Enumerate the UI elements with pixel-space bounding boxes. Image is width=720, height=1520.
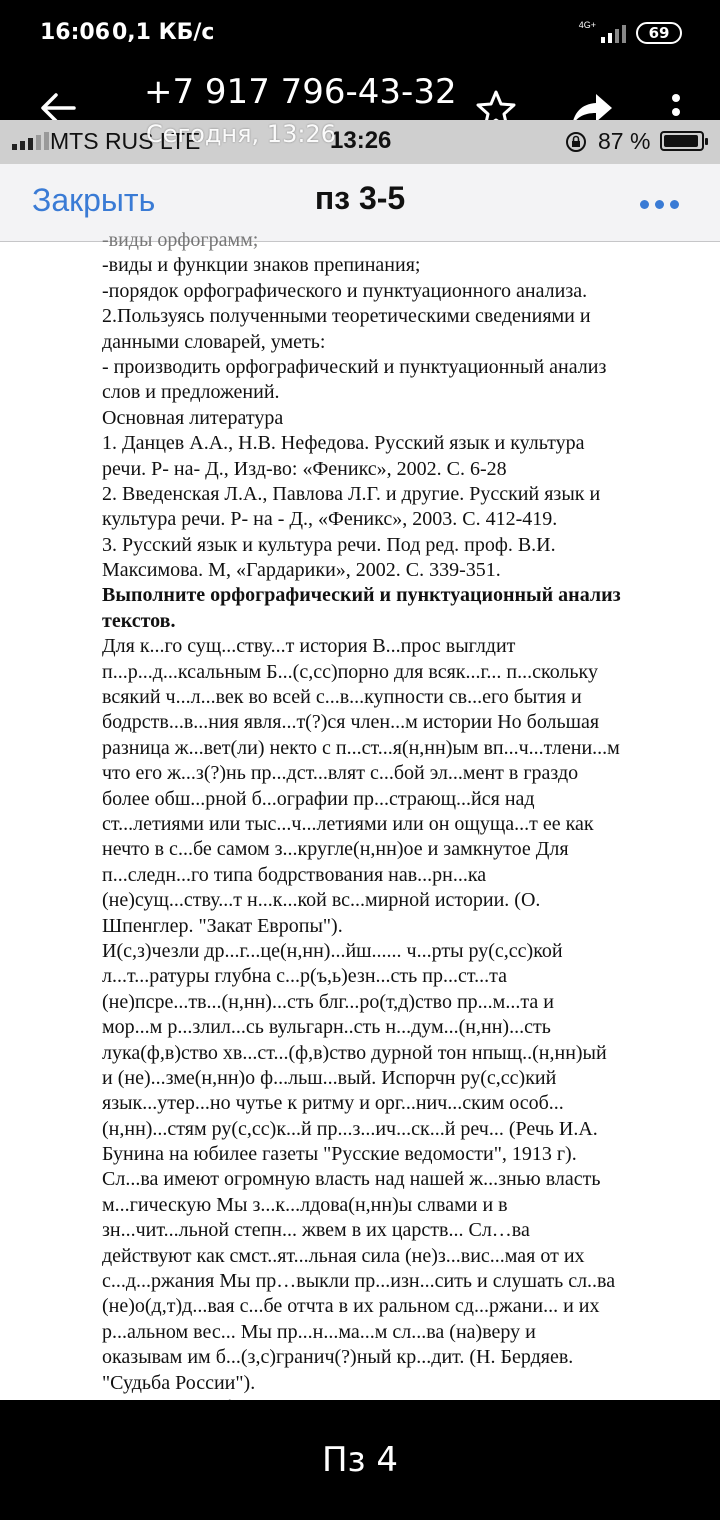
viewer-toolbar bbox=[0, 70, 720, 125]
document-line: Сл...ва имеют огромную власть над нашей ж...знью власть bbox=[102, 1168, 601, 1191]
document-body bbox=[102, 228, 702, 1421]
document-line: мор...м р...злил...сь вульгарн..сть н...дум...(н,нн)...сть bbox=[102, 1016, 551, 1039]
document-line: культура речи. Р- на - Д., «Феникс», 2003. С. 412-419. bbox=[102, 508, 558, 531]
rotation-lock-icon bbox=[564, 130, 588, 154]
document-line: Шпенглер. "Закат Европы"). bbox=[102, 914, 343, 937]
document-line: ст...летиями или тыс...ч...летиями или он ощуща...т ее как bbox=[102, 813, 594, 835]
document-line: -виды и функции знаков препинания; bbox=[102, 254, 421, 277]
photo-status-bar bbox=[0, 120, 720, 164]
document-line: И(с,з)чезли др...г...це(н,нн)...йш...... ч...рты ру(с,сс)кой bbox=[102, 939, 563, 962]
document-line: оказывам им б...(з,с)гранич(?)ный кр...дит. (Н. Бердяев. bbox=[102, 1346, 574, 1369]
document-line: с...д...ржания Мы пр…выкли пр...изн...сить и слушать сл..ва bbox=[102, 1270, 616, 1293]
document-title bbox=[0, 180, 720, 217]
document-line: и (не)...зме(н,нн)о ф...льш...вый. Испорчн ру(с,сс)кий bbox=[102, 1066, 557, 1089]
document-line: "Судьба России"). bbox=[102, 1371, 256, 1394]
photo-signal-icon bbox=[12, 132, 49, 150]
caption-bar bbox=[0, 1400, 720, 1520]
document-line: (н,нн)...стям ру(с,сс)к...й пр...з...ич...ск...й реч... (Речь И.А. bbox=[102, 1117, 598, 1140]
document-line: Основная литература bbox=[102, 406, 284, 429]
document-line: Максимова. М, «Гардарики», 2002. С. 339-351. bbox=[102, 559, 501, 582]
document-line: -виды орфограмм; bbox=[102, 229, 259, 252]
document-line: всякий ч...л...век во всей с...в...купности св...его бытия и bbox=[102, 686, 582, 709]
document-line: текстов. bbox=[102, 609, 176, 632]
document-line: речи. Р- на- Д., Изд-во: «Феникс», 2002. С. 6-28 bbox=[102, 457, 507, 480]
document-line: разница ж...вет(ли) некто с п...ст...я(н,нн)ым вп...ч...тлени...м bbox=[102, 736, 620, 759]
document-line: действуют как смст..ят...льная сила (не)з...вис...мая от их bbox=[102, 1244, 585, 1267]
message-date: Сегодня, 13:26 bbox=[146, 120, 336, 148]
document-line: -порядок орфографического и пунктуационного анализа. bbox=[102, 279, 588, 302]
photo-battery-icon bbox=[660, 131, 704, 151]
document-line: Для к...го сущ...ству...т история В...прос выглдит bbox=[102, 635, 516, 658]
document-line: что его ж...з(?)нь пр...дст...влят с...бой эл...мент в граздо bbox=[102, 762, 579, 785]
document-line: бодрств...в...ния явля...т(?)ся член...м истории Но большая bbox=[102, 711, 600, 734]
more-horizontal-icon[interactable] bbox=[640, 200, 679, 209]
document-line: м...гическую Мы з...к...лдова(н,нн)ы слвами и в bbox=[102, 1193, 508, 1216]
document-line: более обш...рной б...ографии пр...страющ...йся над bbox=[102, 787, 535, 810]
status-bar bbox=[0, 0, 720, 70]
document-line: 2.Пользуясь полученными теоретическими сведениями и bbox=[102, 305, 591, 328]
photo-caption: Пз 4 bbox=[321, 1440, 399, 1480]
document-title-text: пз 3-5 bbox=[314, 180, 406, 216]
sender-phone: +7 917 796-43-32 bbox=[144, 72, 457, 112]
status-indicators bbox=[578, 20, 682, 44]
photo-battery-percent: 87 % bbox=[598, 128, 651, 154]
document-line: 3. Русский язык и культура речи. Под ред. проф. В.И. bbox=[102, 533, 556, 556]
document-line: Выполните орфографический и пунктуационный анализ bbox=[102, 584, 621, 607]
signal-icon bbox=[601, 23, 626, 43]
document-line: - производить орфографический и пунктуационный анализ bbox=[102, 355, 607, 378]
document-line: зн...чит...льной степн... жвем в их царств... Сл…ва bbox=[102, 1219, 530, 1242]
document-line: п...р...д...ксальным Б...(с,сс)порно для всяк...г... п...скольку bbox=[102, 660, 598, 683]
document-line: л...т...ратуры глубна с...р(ъ,ь)езн...сть пр...ст...та bbox=[102, 965, 507, 988]
document-line: Бунина на юбилее газеты "Русские ведомости", 1913 г). bbox=[102, 1143, 577, 1166]
status-time: 16:06 bbox=[40, 20, 111, 45]
document-line: р...альном вес... Мы пр...н...ма...м сл...ва (на)веру и bbox=[102, 1320, 536, 1343]
attached-photo[interactable] bbox=[0, 120, 720, 1400]
document-line: (не)сущ...ству...т н...к...кой вс...мирной истории. (О. bbox=[102, 889, 541, 912]
close-button[interactable]: Закрыть bbox=[32, 182, 156, 218]
document-line: п...следн...го типа бодрствования нав...рн...ка bbox=[102, 863, 487, 886]
document-line: данными словарей, уметь: bbox=[102, 330, 326, 353]
battery-icon: 69 bbox=[636, 22, 682, 44]
document-line: слов и предложений. bbox=[102, 381, 280, 404]
document-line: нечто в с...бе самом з...кругле(н,нн)ое и замкнутое Для bbox=[102, 838, 569, 861]
document-line: 1. Данцев А.А., Н.В. Нефедова. Русский язык и культура bbox=[102, 432, 585, 455]
photo-clock: 13:26 bbox=[330, 127, 392, 154]
document-line: (не)псре...тв...(н,нн)...сть блг...ро(т,д)ство пр...м...та и bbox=[102, 990, 554, 1013]
document-line: язык...утер...но чутье к ритму и орг...нич...ским особ... bbox=[102, 1092, 564, 1115]
document-line: 2. Введенская Л.А., Павлова Л.Г. и другие. Русский язык и bbox=[102, 482, 601, 505]
network-speed: 0,1 КБ/с bbox=[112, 20, 215, 45]
photo-carrier: MTS RUS LTE bbox=[50, 128, 201, 154]
document-line: (не)о(д,т)д...вая с...бе отчта в их ральном сд...ржани... и их bbox=[102, 1295, 600, 1318]
document-line: лука(ф,в)ство хв...ст...(ф,в)ство дурной тон нпыщ..(н,нн)ый bbox=[102, 1041, 607, 1064]
network-type: 4G+ bbox=[578, 20, 596, 30]
